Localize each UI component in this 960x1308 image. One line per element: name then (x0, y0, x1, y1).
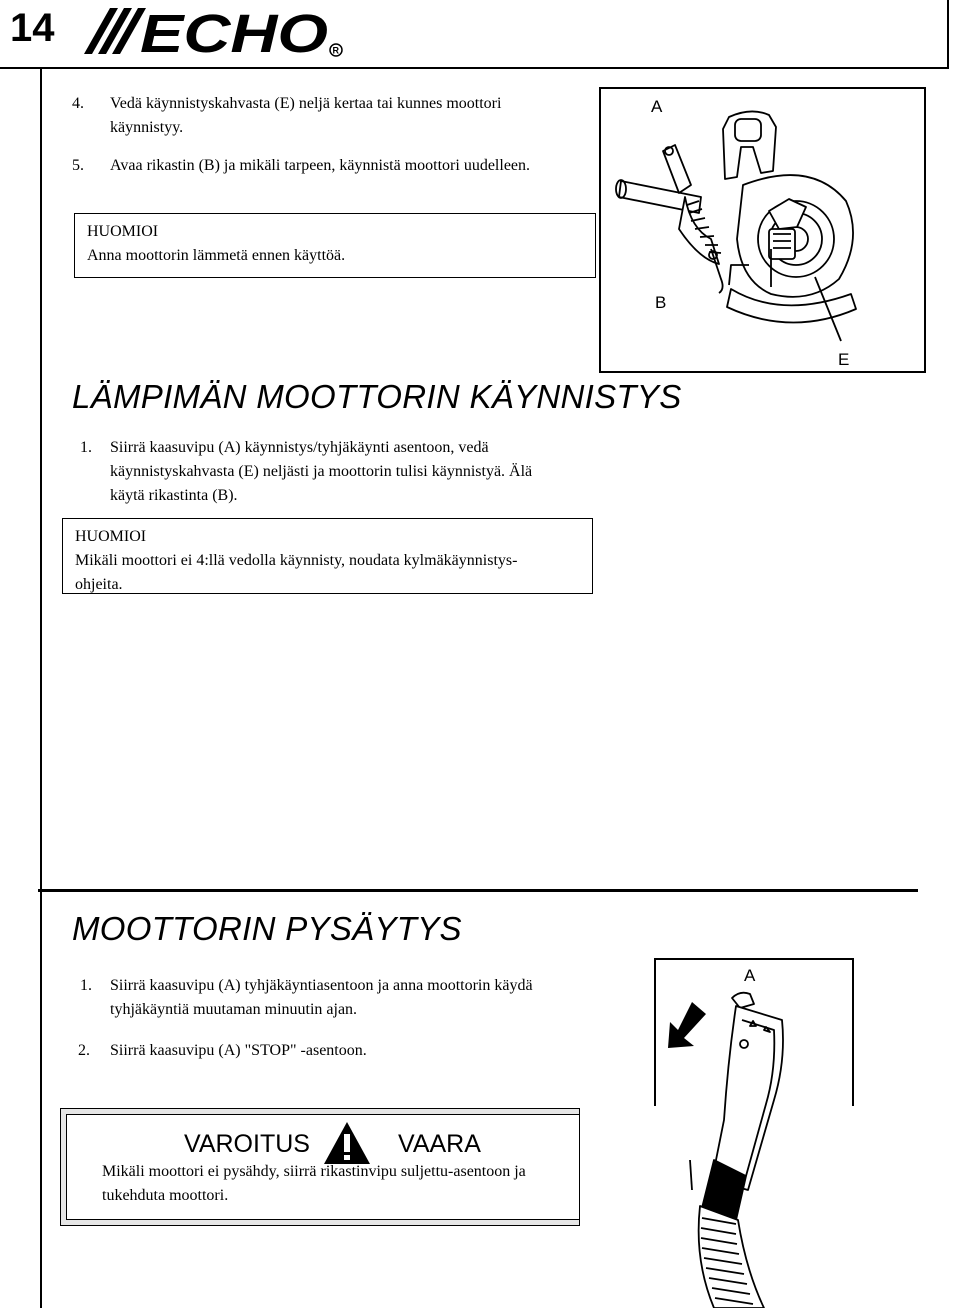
warm-start-step-1 (72, 436, 612, 508)
backpack-blower-illustration (601, 89, 924, 371)
left-margin-rule (40, 69, 42, 1308)
svg-text:ECHO: ECHO (140, 4, 328, 60)
warning-text-line-2: tukehduta moottori. (102, 1187, 229, 1204)
note-text: Anna moottorin lämmetä ennen käyttöä. (87, 247, 346, 264)
step-number: 2. (78, 1042, 90, 1059)
warning-word-left: VAROITUS (184, 1130, 310, 1158)
step-number: 1. (80, 439, 92, 456)
warning-text-line-1: Mikäli moottori ei pysähdy, siirrä rikastinvipu suljettu-asentoon ja (102, 1163, 526, 1180)
figure-label-a: A (651, 97, 663, 116)
step-text-line-3: käytä rikastinta (B). (110, 487, 238, 504)
figure-label-b: B (655, 293, 667, 312)
direction-arrow-icon (668, 1002, 706, 1048)
step-text-line-2: tyhjäkäyntiä muutaman minuutin ajan. (110, 1001, 358, 1018)
figure-label-a: A (744, 966, 756, 985)
svg-text:R: R (332, 45, 339, 56)
step-text-continued: käynnistyy. (110, 119, 184, 136)
note-box (74, 213, 596, 278)
blower-figure (599, 87, 926, 373)
figure-label-e: E (838, 350, 850, 369)
stop-step-1 (72, 974, 612, 1022)
step-text-line-1: Siirrä kaasuvipu (A) "STOP" -asentoon. (110, 1042, 367, 1059)
note-title: HUOMIOI (75, 528, 147, 545)
step-text: Vedä käynnistyskahvasta (E) neljä kertaa tai kunnes moottori (110, 95, 502, 112)
stop-step-2 (72, 1039, 612, 1063)
step-5 (72, 154, 592, 178)
throttle-handle-illustration (654, 980, 854, 1308)
echo-logo (80, 2, 346, 60)
header-right-border (947, 0, 949, 69)
step-text: Avaa rikastin (B) ja mikäli tarpeen, käynnistä moottori uudelleen. (110, 157, 531, 174)
step-4 (72, 92, 592, 140)
logo-speed-stripes (84, 8, 146, 54)
page-number: 14 (10, 6, 55, 50)
section-divider (38, 889, 918, 892)
note-box (62, 518, 593, 594)
note-title: HUOMIOI (87, 223, 159, 240)
note-text-line-2: ohjeita. (75, 576, 123, 593)
note-text-line-1: Mikäli moottori ei 4:llä vedolla käynnisty, noudata kylmäkäynnistys- (75, 552, 518, 569)
step-number: 5. (72, 157, 84, 174)
step-text-line-1: Siirrä kaasuvipu (A) tyhjäkäyntiasentoon ja anna moottorin käydä (110, 977, 533, 994)
step-text-line-2: käynnistyskahvasta (E) neljästi ja moottorin tulisi käynnistyä. Älä (110, 463, 533, 480)
step-text-line-1: Siirrä kaasuvipu (A) käynnistys/tyhjäkäynti asentoon, vedä (110, 439, 489, 456)
section-heading-stopping: MOOTTORIN PYSÄYTYS (72, 910, 462, 947)
step-number: 4. (72, 95, 84, 112)
warning-word-right: VAARA (398, 1130, 481, 1158)
step-number: 1. (80, 977, 92, 994)
section-heading-warm-start: LÄMPIMÄN MOOTTORIN KÄYNNISTYS (72, 378, 682, 415)
header-rule (0, 67, 948, 69)
